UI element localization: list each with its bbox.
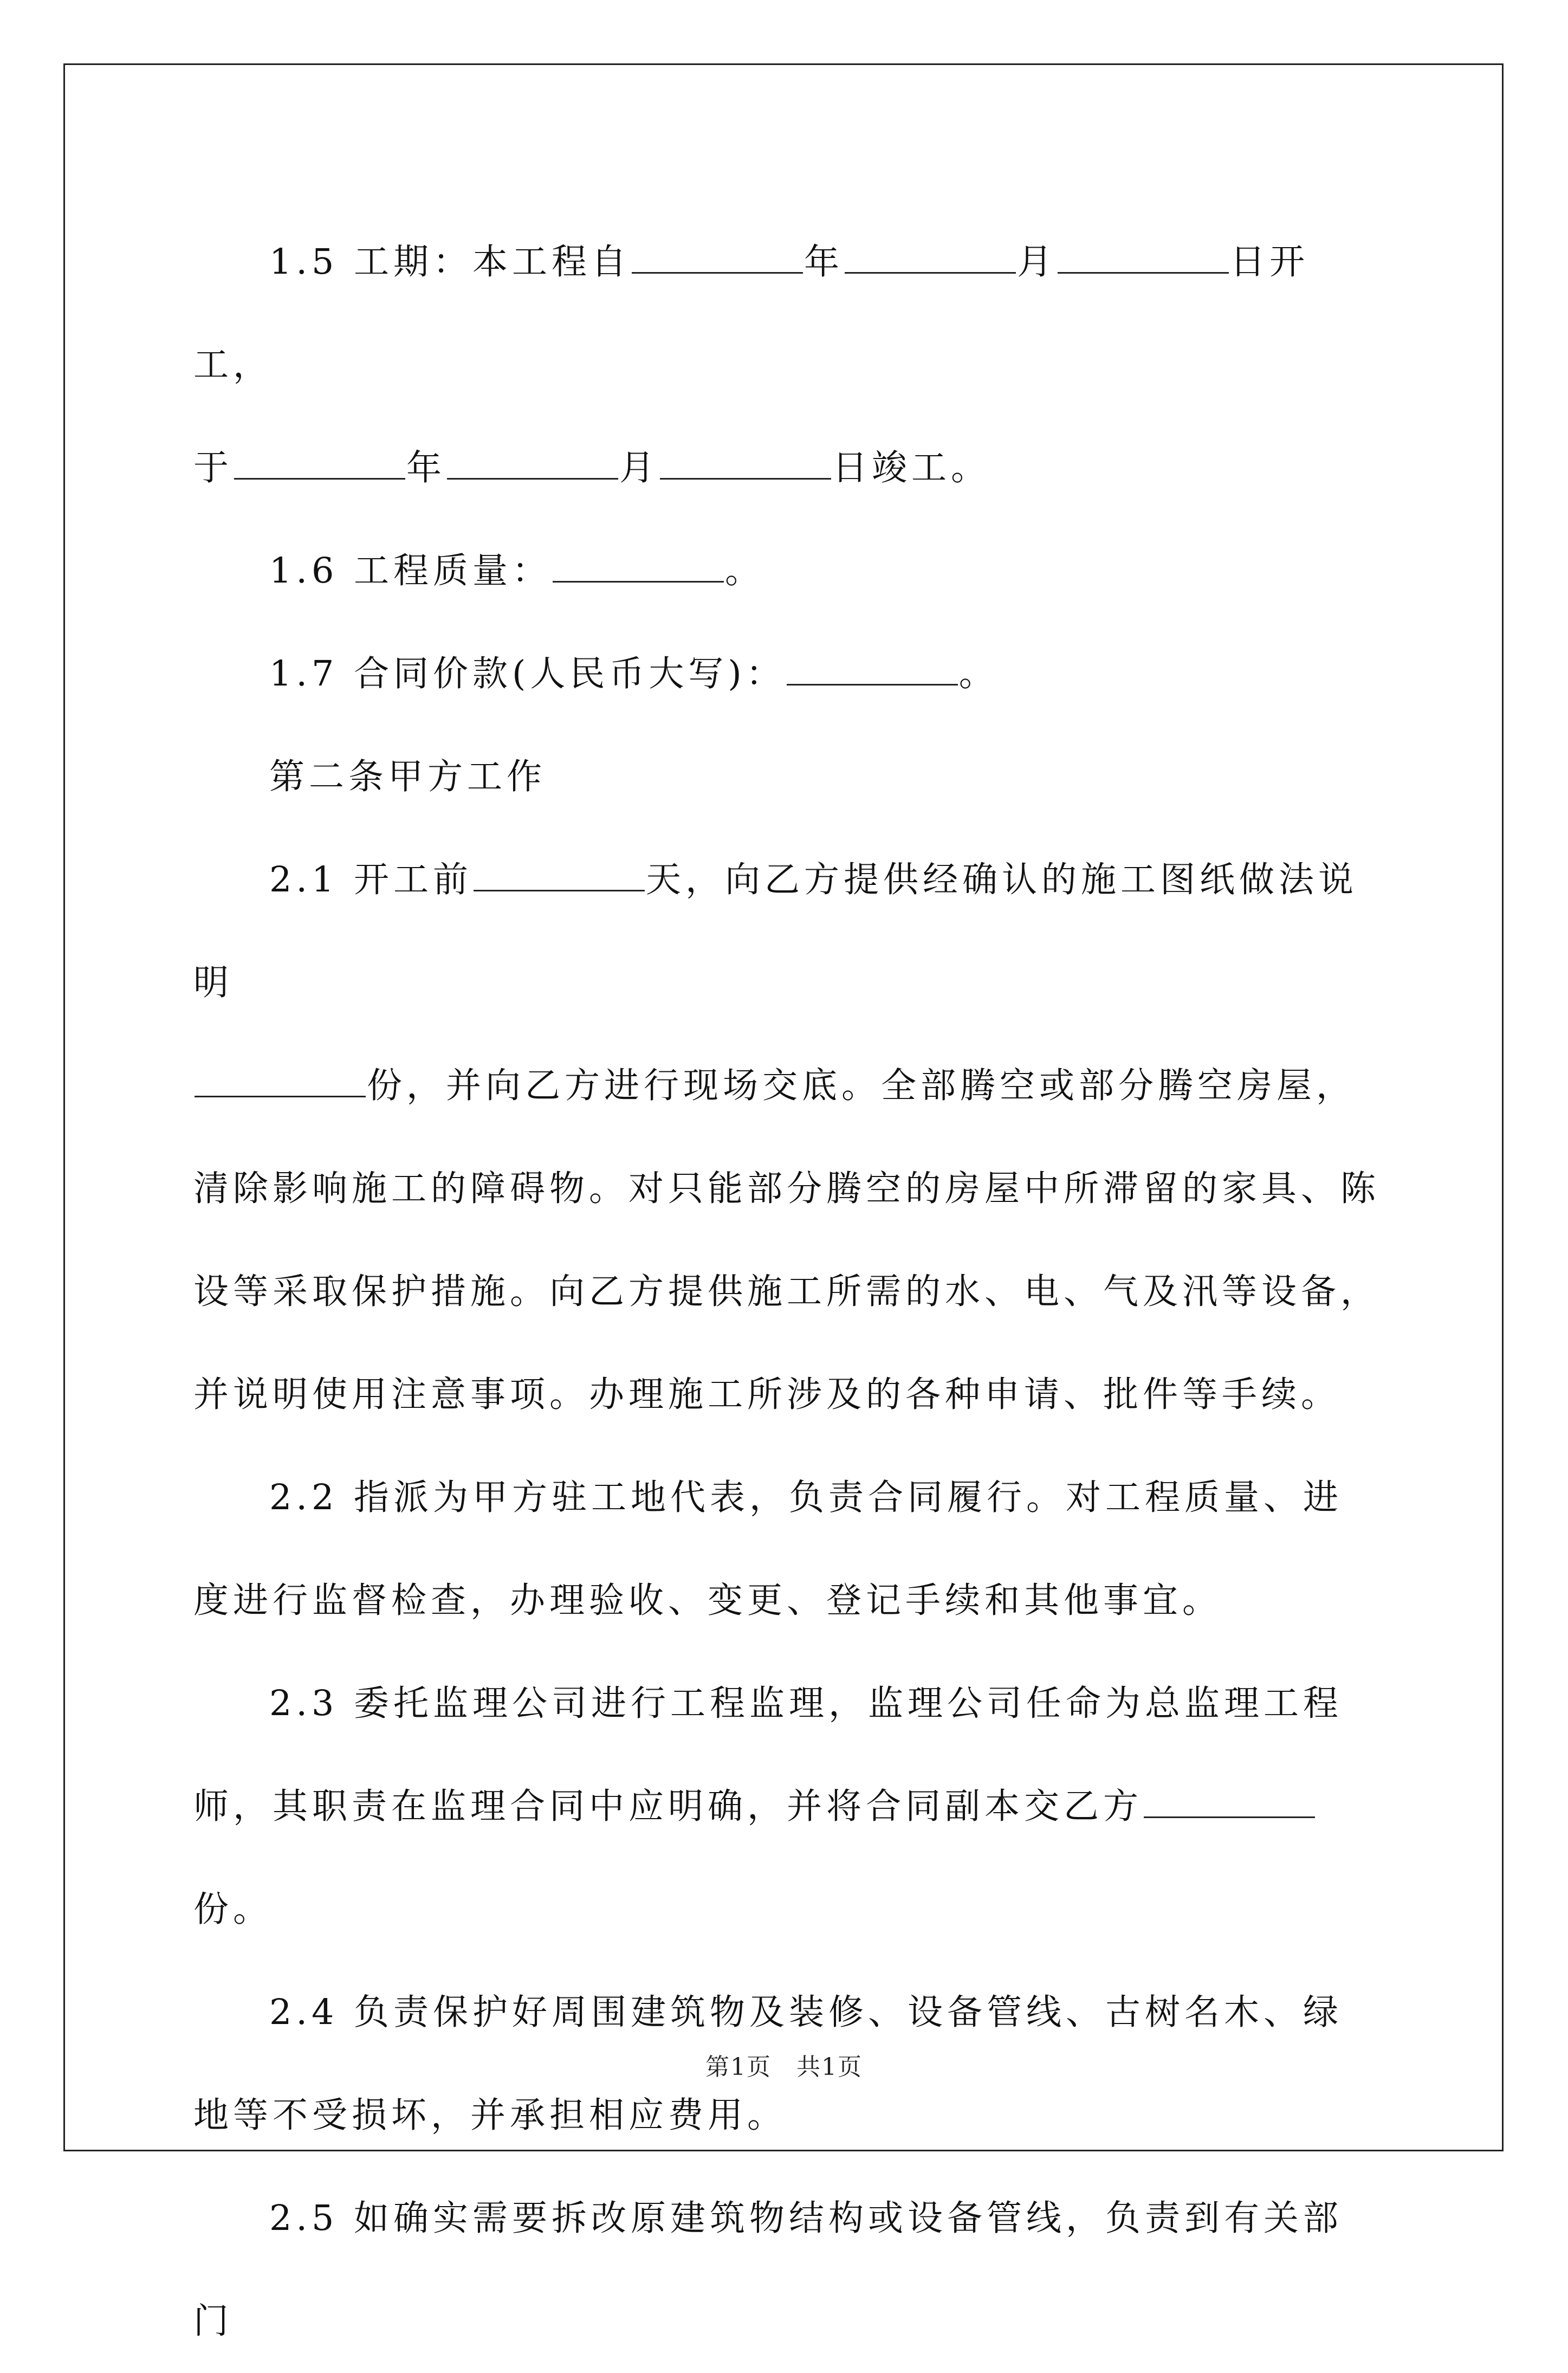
fill-in-blank[interactable] — [447, 450, 618, 480]
paragraph-text: 2.2 指派为甲方驻工地代表，负责合同履行。对工程质量、进度进行监督检查，办理验收、变更、登记手续和其他事宜。 — [193, 1477, 1343, 1621]
paragraph — [193, 829, 1380, 1034]
page-footer: 第1页 共1页 — [705, 2053, 863, 2081]
paragraph-text: 。 — [725, 551, 765, 591]
paragraph — [193, 417, 1380, 520]
paragraph — [193, 2167, 1380, 2373]
fill-in-blank[interactable] — [474, 862, 645, 891]
fill-in-blank[interactable] — [1144, 1788, 1315, 1818]
paragraph-text: 月 — [1017, 242, 1057, 282]
paragraph-text: 。 — [958, 654, 999, 694]
paragraph-text: 2.3 委托监理公司进行工程监理，监理公司任命为总监理工程师，其职责在监理合同中应明确，并将合同副本交乙方 — [193, 1683, 1343, 1827]
paragraph-text: 2.1 开工前 — [269, 859, 473, 900]
paragraph — [193, 1652, 1380, 1961]
paragraph — [193, 623, 1380, 726]
paragraph-text: 1.7 合同价款(人民币大写)： — [269, 654, 786, 694]
paragraph-text: 1.5 工期：本工程自 — [269, 242, 631, 282]
paragraph-text: 2.5 如确实需要拆改原建筑物结构或设备管线，负责到有关部门 — [193, 2198, 1343, 2342]
paragraph-text: 年 — [406, 448, 446, 488]
paragraph-text: 日竣工。 — [832, 448, 991, 488]
paragraph-text: 于 — [193, 448, 234, 488]
paragraph-text: 日开工， — [193, 242, 1310, 385]
fill-in-blank[interactable] — [1058, 244, 1229, 274]
fill-in-blank[interactable] — [632, 244, 803, 274]
paragraph-text: 第二条甲方工作 — [269, 756, 547, 797]
fill-in-blank[interactable] — [195, 1068, 366, 1097]
paragraph-text: 天，向乙方提供经确认的施工图纸做法说明 — [193, 859, 1358, 1003]
paragraph — [193, 520, 1380, 623]
paragraph — [193, 726, 1380, 829]
fill-in-blank[interactable] — [660, 450, 831, 480]
paragraph — [193, 1446, 1380, 1652]
paragraph-text: 份。 — [193, 1889, 273, 1930]
fill-in-blank[interactable] — [234, 450, 405, 480]
paragraph — [193, 211, 1380, 417]
fill-in-blank[interactable] — [845, 244, 1016, 274]
fill-in-blank[interactable] — [553, 553, 724, 583]
paragraph — [193, 1034, 1380, 1446]
paragraph-text: 年 — [804, 242, 844, 282]
paragraph-text: 2.4 负责保护好周围建筑物及装修、设备管线、古树名木、绿地等不受损坏，并承担相应费用。 — [193, 1992, 1343, 2136]
paragraph-text: 月 — [619, 448, 659, 488]
fill-in-blank[interactable] — [787, 656, 958, 686]
paragraph-text: 1.6 工程质量： — [269, 551, 552, 591]
paragraph-text: 份，并向乙方进行现场交底。全部腾空或部分腾空房屋，清除影响施工的障碍物。对只能部分腾空的房屋中所滞留的家具、陈设等采取保护措施。向乙方提供施工所需的水、电、气及汛等设备，并说明使用注意事项。办理施工所涉及的各种申请、批件等手续。 — [193, 1065, 1381, 1415]
